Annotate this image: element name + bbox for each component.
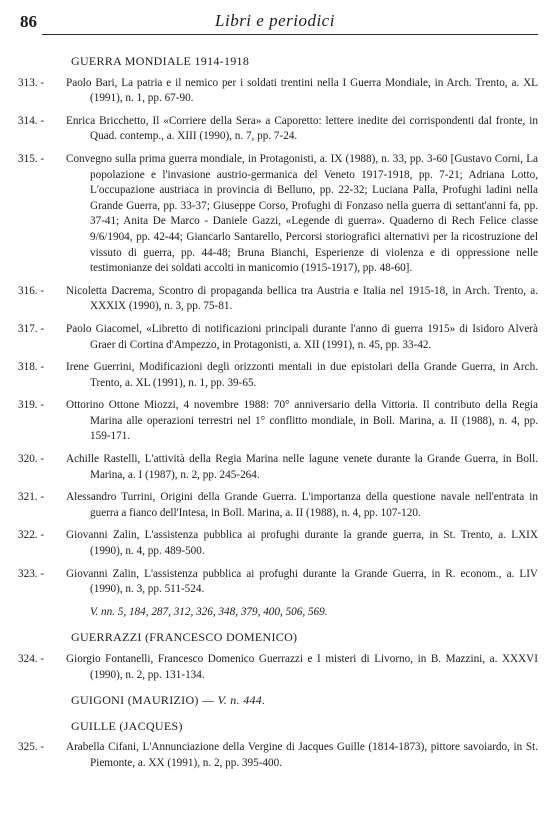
entry-number: 316. - [18,284,45,297]
entry-number: 323. - [18,567,45,580]
section-heading: GUERRA MONDIALE 1914-1918 [71,54,250,68]
entry-text: Ottorino Ottone Miozzi, 4 novembre 1988: 70° anniversario della Vittoria. Il contributo della Regia Marina alle operazioni terrestri nel 1° conflitto mondiale, in Boll. Marina, a. II (1988), n. 4, pp. 159-171. [66,399,538,443]
bibliography-content [0,48,550,779]
entry-text: Paolo Bari, La patria e il nemico per i soldati trentini nella I Guerra Mondiale, in Arch. Trento, a. XL (1991), n. 1, pp. 67-90. [66,76,538,105]
entry-number: 324. - [18,653,45,665]
entry-number: 319. - [18,399,45,412]
entry-text: Arabella Cifani, L'Annunciazione della Vergine di Jacques Guille (1814-1873), pittore savoiardo, in St. Piemonte, a. XX (1991), n. 2, pp. 395-400. [66,741,538,769]
entry-text: Giorgio Fontanelli, Francesco Domenico Guerrazzi e I misteri di Livorno, in B. Mazzini, a. XXXVI (1990), n. 2, pp. 131-134. [66,653,538,681]
entry-text: Paolo Giacomel, «Libretto di notificazioni principali durante l'anno di guerra 1915» di Isidoro Alverà Graer di Cortina d'Ampezzo, in Protagonisti, a. XII (1991), n. 45, pp. 33-42. [66,322,538,351]
bibliography-entry [0,360,538,391]
bibliography-entry [0,452,538,483]
entry-number: 313. - [18,76,45,89]
entry-text: Giovanni Zalin, L'assistenza pubblica ai profughi durante la grande guerra, in St. Trento, a. LXIX (1990), n. 4, pp. 489-500. [66,529,538,558]
bibliography-entry [0,152,538,277]
section-heading: GUIGONI (MAURIZIO) — V. n. 444. [71,693,266,708]
see-also-reference: V. n. 444. [217,693,266,708]
entry-number: 321. - [18,491,45,504]
see-also-reference: V. nn. 5, 184, 287, 312, 326, 348, 379, 400, 506, 569. [90,605,328,618]
entry-text: Irene Guerrini, Modificazioni degli orizzonti mentali in due epistolari della Grande Guerra, in Arch. Trento, a. XL (1991), n. 1, pp. 39-65. [66,361,538,389]
running-title: Libri e periodici [215,11,335,30]
bibliography-entry [0,398,538,445]
bibliography-entry [0,652,538,683]
bibliography-entry [0,740,538,771]
bibliography-entry [0,284,538,315]
page-header [0,0,550,44]
bibliography-entry [0,528,538,559]
entry-number: 325. - [18,741,45,754]
page-number: 86 [20,12,37,31]
header-rule [42,34,538,35]
bibliography-entry [0,114,538,145]
bibliography-entry [0,322,538,353]
entry-text: Giovanni Zalin, L'assistenza pubblica ai profughi durante la Grande Guerra, in R. econom., a. LIV (1990), n. 3, pp. 511-524. [66,567,538,596]
entry-text: Convegno sulla prima guerra mondiale, in Protagonisti, a. IX (1988), n. 33, pp. 3-60 [Gustavo Corni, La popolazione e l'invasione austrio-germanica del Veneto 1917-1918, pp. 7-21; Adriana Lotto, L'occupazione austriaca in provincia di Belluno, pp. 22-32; Luciana Palla, Profughi ladini nella Grande Guerra, pp. 33-37; Giuseppe Corso, Profughi di Fonzaso nella guerra di settant'anni fa, pp. 37-41; Anita De Marco - Daniele Gazzi, «Legende di guerra». Quaderno di Rech Felice classe 9/6/1904, pp. 42-44; Giancarlo Santarello, Percorsi storiografici alternativi per la ricostruzione del vissuto di guerra, pp. 44-48; Bruna Bianchi, Esperienze di violenza e di oppressione nelle testimonianze dei soldati accolti in manicomio (1915-1917), pp. 48-60]. [66,152,538,275]
entry-text: Alessandro Turrini, Origini della Grande Guerra. L'importanza della questione navale nell'entrata in guerra a fianco dell'Intesa, in Boll. Marina, a. II (1988), n. 4, pp. 107-120. [66,491,538,519]
entry-number: 320. - [18,453,45,466]
entry-number: 315. - [18,152,45,165]
bibliography-entry [0,567,538,598]
bibliography-entry [0,76,538,107]
entry-text: Nicoletta Dacrema, Scontro di propaganda bellica tra Austria e Italia nel 1915-18, in Arch. Trento, a. XXXIX (1990), n. 3, pp. 75-81. [66,284,538,313]
entry-text: Enrica Bricchetto, Il «Corriere della Sera» a Caporetto: lettere inedite dei corrispondenti dal fronte, in Quad. contemp., a. XIII (1990), n. 7, pp. 7-24. [66,114,538,143]
entry-number: 322. - [18,529,45,542]
entry-number: 317. - [18,322,45,335]
bibliography-entry [0,490,538,521]
entry-text: Achille Rastelli, L'attività della Regia Marina nelle lagune venete durante la Grande Guerra, in Boll. Marina, a. I (1987), n. 2, pp. 245-264. [66,453,538,481]
entry-number: 314. - [18,114,45,127]
section-heading: GUERRAZZI (FRANCESCO DOMENICO) [71,630,298,645]
entry-number: 318. - [18,361,45,374]
section-heading: GUILLE (JACQUES) [71,718,183,733]
